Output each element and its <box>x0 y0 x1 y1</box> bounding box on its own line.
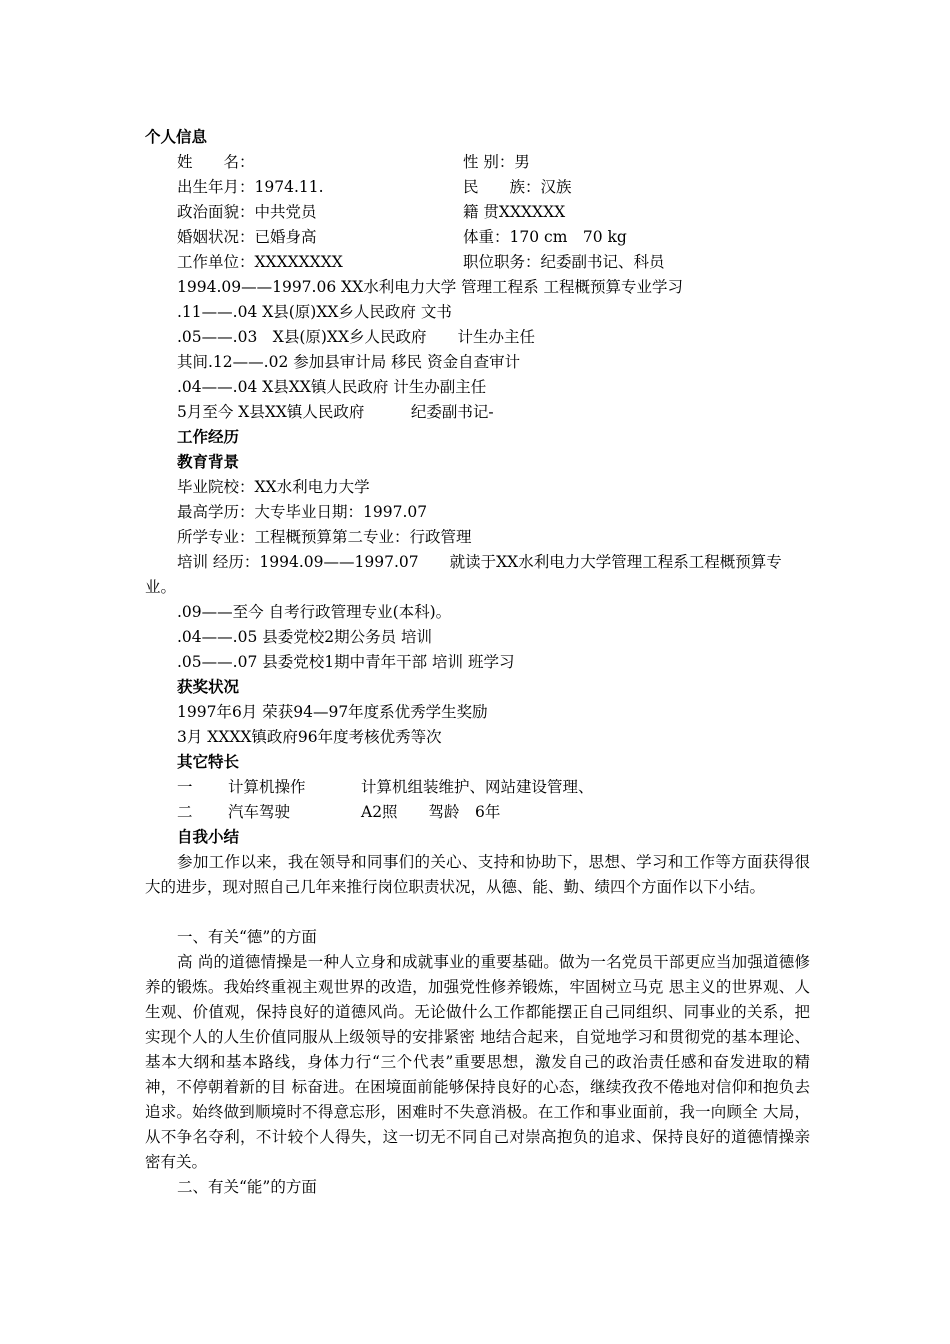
political-field: 政治面貌：中共党员 <box>177 203 317 221</box>
row-marital-weight <box>177 225 817 250</box>
skill-num: 一 <box>177 778 193 796</box>
section-work-heading: 工作经历 <box>177 428 240 446</box>
birth-field: 出生年月：1974.11. <box>177 178 324 196</box>
summary-para-de: 高 尚的道德情操是一种人立身和成就事业的重要基础。做为一名党员干部更应当加强道德修养的锻炼。我始终重视主观世界的改造，加强党性修养锻炼，牢固树立马克 思主义的世界观、人生观、价值观，保持良好的道德风尚。无论做什么工作都能摆正自己同组织、同事业的关系，把实现个人的人生价值同服从上级领导的安排紧密 地结合起来，自觉地学习和贯彻党的基本理论、基本大纲和基本路线，身体力行“三个代表”重要思想，激发自己的政治责任感和奋发进取的精神，不停朝着新的目 标奋进。在困境面前能够保持良好的心态，继续孜孜不倦地对信仰和抱负去追求。始终做到顺境时不得意忘形，困难时不失意消极。在工作和事业面前，我一向顾全 大局，从不争名夺利，不计较个人得失，这一切无不同自己对崇高抱负的追求、保持良好的道德情操亲密有关。 <box>145 953 810 1171</box>
degree-field: 最高学历：大专毕业日期：1997.07 <box>177 503 428 521</box>
skill-name: 计算机操作 <box>228 778 306 796</box>
skill-row <box>177 800 817 825</box>
row-name-gender <box>177 150 817 175</box>
work-line: .04——.04 X县XX镇人民政府 计生办副主任 <box>177 378 487 396</box>
skill-num: 二 <box>177 803 193 821</box>
summary-intro: 参加工作以来，我在领导和同事们的关心、支持和协助下，思想、学习和工作等方面获得很大的进步，现对照自己几年来推行岗位职责状况，从德、能、勤、绩四个方面作以下小结。 <box>145 853 810 896</box>
education-line: .09——至今 自考行政管理专业(本科)。 <box>177 603 452 621</box>
row-political-native <box>177 200 817 225</box>
skill-row <box>177 775 817 800</box>
skill-detail: A2照 驾龄 6年 <box>361 803 501 821</box>
training-line-cont: 业。 <box>145 578 177 596</box>
employer-field: 工作单位：XXXXXXXX <box>177 253 343 271</box>
weight-field: 体重：170 cm 70 kg <box>463 228 627 246</box>
award-line: 3月 XXXX镇政府96年度考核优秀等次 <box>177 728 442 746</box>
work-line: .11——.04 X县(原)XX乡人民政府 文书 <box>177 303 452 321</box>
work-line: 5月至今 X县XX镇人民政府 纪委副书记- <box>177 403 494 421</box>
summary-heading-neng: 二、有关“能”的方面 <box>177 1178 317 1196</box>
native-field: 籍 贯XXXXXX <box>463 203 566 221</box>
section-awards-heading: 获奖状况 <box>177 678 240 696</box>
position-field: 职位职务：纪委副书记、科员 <box>463 253 665 271</box>
marital-field: 婚姻状况：已婚身高 <box>177 228 317 246</box>
award-line: 1997年6月 荣获94—97年度系优秀学生奖励 <box>177 703 488 721</box>
work-line: .05——.03 X县(原)XX乡人民政府 计生办主任 <box>177 328 535 346</box>
training-line: 培训 经历：1994.09——1997.07 就读于XX水利电力大学管理工程系工程概预算专 <box>177 553 782 571</box>
section-summary-heading: 自我小结 <box>177 828 240 846</box>
gender-field: 性 别：男 <box>463 153 530 171</box>
summary-heading-de: 一、有关“德”的方面 <box>177 928 317 946</box>
name-label: 姓 名： <box>177 153 255 171</box>
school-field: 毕业院校：XX水利电力大学 <box>177 478 370 496</box>
skill-name: 汽车驾驶 <box>228 803 291 821</box>
skill-detail: 计算机组装维护、网站建设管理、 <box>361 778 594 796</box>
major-field: 所学专业：工程概预算第二专业：行政管理 <box>177 528 472 546</box>
ethnicity-field: 民 族：汉族 <box>463 178 572 196</box>
education-line: .04——.05 县委党校2期公务员 培训 <box>177 628 433 646</box>
section-skills-heading: 其它特长 <box>177 753 240 771</box>
row-employer-position <box>177 250 817 275</box>
row-birth-ethnicity <box>177 175 817 200</box>
work-line: 1994.09——1997.06 XX水利电力大学 管理工程系 工程概预算专业学习 <box>177 278 684 296</box>
section-personal-heading: 个人信息 <box>145 128 208 146</box>
section-education-heading: 教育背景 <box>177 453 240 471</box>
education-line: .05——.07 县委党校1期中青年干部 培训 班学习 <box>177 653 515 671</box>
work-line: 其间.12——.02 参加县审计局 移民 资金自查审计 <box>177 353 521 371</box>
